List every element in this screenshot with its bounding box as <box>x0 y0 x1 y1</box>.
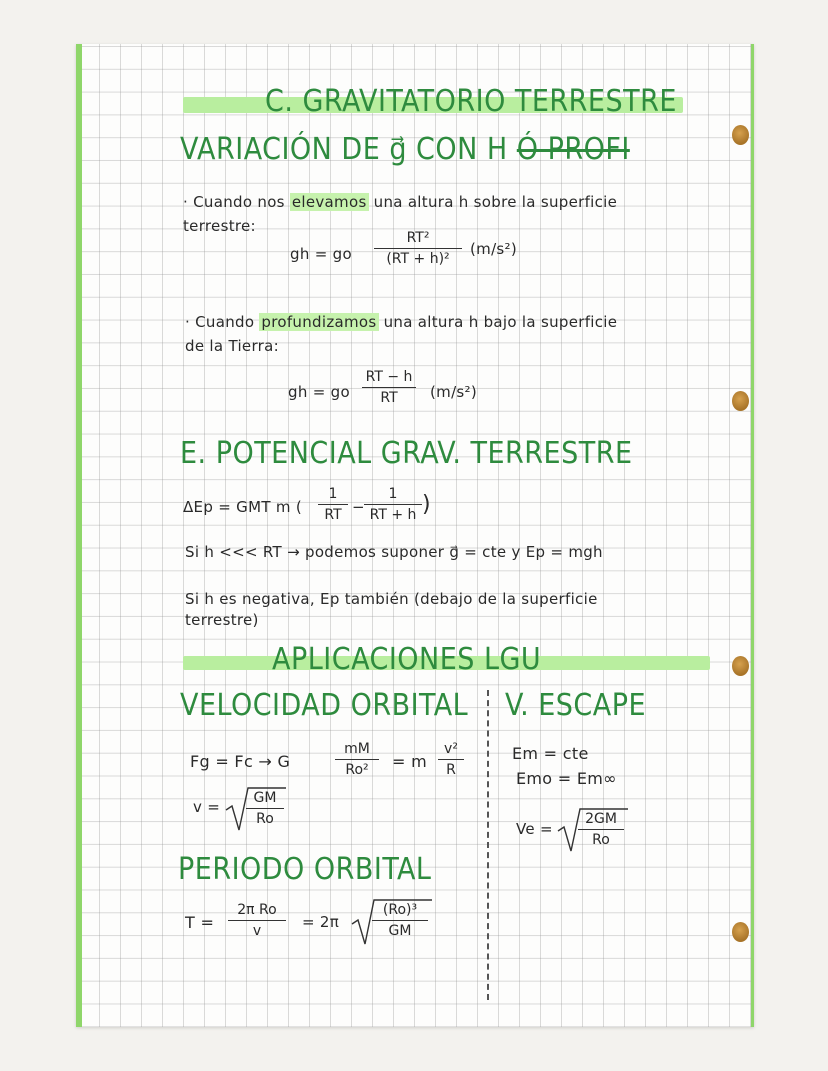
section-heading-velocidad: VELOCIDAD ORBITAL <box>180 688 469 723</box>
note-text: una altura h bajo la superficie <box>383 313 618 331</box>
formula-gh-fraction <box>374 230 462 267</box>
note-condition-2-line2: terrestre) <box>185 611 259 629</box>
formula-v-lhs: v = <box>193 798 221 816</box>
binding-edge-left <box>76 44 82 1027</box>
formula-deltaEp-lhs: ΔEp = GMT m ( <box>183 498 302 516</box>
fraction-bar <box>362 387 416 388</box>
formula-2pi: = 2π <box>302 913 340 931</box>
fraction-bar <box>228 920 286 921</box>
note-profundizamos-line1 <box>185 313 617 331</box>
fraction-bar <box>246 808 284 809</box>
section-heading-potencial: E. POTENCIAL GRAV. TERRESTRE <box>180 436 633 471</box>
note-condition-2-line1: Si h es negativa, Ep también (debajo de la superficie <box>185 590 598 608</box>
fraction-denominator: RT + h <box>369 507 417 523</box>
fraction-denominator: Ro <box>256 811 274 827</box>
formula-unit: (m/s²) <box>470 240 517 258</box>
punch-hole <box>732 125 749 145</box>
formula-unit: (m/s²) <box>430 383 477 401</box>
punch-hole <box>732 922 749 942</box>
vector-g-symbol: g⃗ <box>389 132 407 167</box>
fraction-numerator: RT − h <box>365 369 413 385</box>
fraction-bar <box>364 504 422 505</box>
highlighted-word: elevamos <box>291 193 367 211</box>
struck-text: Ó PROFI <box>516 132 630 167</box>
fraction-numerator: 1 <box>388 486 398 502</box>
heading-text: CON H <box>406 132 517 167</box>
formula-fraction-2GM <box>578 811 624 848</box>
formula-T-lhs: T = <box>185 913 215 932</box>
formula-gh-fraction <box>362 369 416 406</box>
note-text: · Cuando <box>185 313 255 331</box>
formula-fg-fc: Fg = Fc → G <box>190 752 291 771</box>
formula-fraction-1 <box>318 486 348 523</box>
section-heading-aplicaciones: APLICACIONES LGU <box>272 642 542 677</box>
formula-fraction-Ro3 <box>372 902 428 939</box>
note-text: · Cuando nos <box>183 193 285 211</box>
fraction-bar <box>374 248 462 249</box>
formula-fraction-2 <box>364 486 422 523</box>
fraction-bar <box>335 759 379 760</box>
highlighted-word: profundizamos <box>261 313 377 331</box>
note-elevamos-line2: terrestre: <box>183 217 256 235</box>
fraction-bar <box>372 920 428 921</box>
fraction-numerator: 1 <box>328 486 338 502</box>
fraction-bar <box>438 759 464 760</box>
fraction-numerator: 2GM <box>585 811 617 827</box>
formula-fraction-GM <box>246 790 284 827</box>
column-divider <box>487 690 489 1000</box>
formula-ve-lhs: Ve = <box>516 820 553 838</box>
binding-edge-right <box>751 44 754 1027</box>
formula-gh-lhs: gh = go <box>288 383 350 401</box>
formula-gh-lhs: gh = go <box>290 245 352 263</box>
fraction-denominator: RT <box>324 507 342 523</box>
formula-fraction-v2 <box>438 741 464 778</box>
closing-paren: ) <box>422 492 431 517</box>
fraction-denominator: v <box>252 923 262 939</box>
section-heading-variacion <box>180 132 630 167</box>
fraction-numerator: mM <box>344 741 370 757</box>
fraction-denominator: Ro <box>592 832 610 848</box>
note-condition-1: Si h <<< RT → podemos suponer g⃗ = cte y Ep = mgh <box>185 543 603 561</box>
fraction-numerator: (Ro)³ <box>382 902 418 918</box>
page-title: C. GRAVITATORIO TERRESTRE <box>265 84 677 119</box>
fraction-denominator: RT <box>380 390 398 406</box>
fraction-numerator: GM <box>253 790 277 806</box>
formula-fraction-mM <box>335 741 379 778</box>
fraction-denominator: (RT + h)² <box>386 251 450 267</box>
formula-equals-m: = m <box>392 752 427 771</box>
formula-fraction-2piRo <box>228 902 286 939</box>
formula-emo: Emo = Em∞ <box>516 769 617 788</box>
note-elevamos-line1 <box>183 193 617 211</box>
fraction-denominator: R <box>446 762 456 778</box>
formula-em-cte: Em = cte <box>512 744 589 763</box>
punch-hole <box>732 656 749 676</box>
note-text: una altura h sobre la superficie <box>373 193 618 211</box>
fraction-numerator: v² <box>444 741 458 757</box>
fraction-denominator: GM <box>388 923 412 939</box>
section-heading-escape: V. ESCAPE <box>505 688 647 723</box>
fraction-numerator: 2π Ro <box>237 902 277 918</box>
heading-text: VARIACIÓN DE <box>180 132 390 167</box>
fraction-bar <box>578 829 624 830</box>
minus-sign: − <box>352 498 365 516</box>
note-profundizamos-line2: de la Tierra: <box>185 337 279 355</box>
section-heading-periodo: PERIODO ORBITAL <box>178 852 432 887</box>
fraction-bar <box>318 504 348 505</box>
fraction-denominator: Ro² <box>345 762 369 778</box>
fraction-numerator: RT² <box>406 230 430 246</box>
punch-hole <box>732 391 749 411</box>
